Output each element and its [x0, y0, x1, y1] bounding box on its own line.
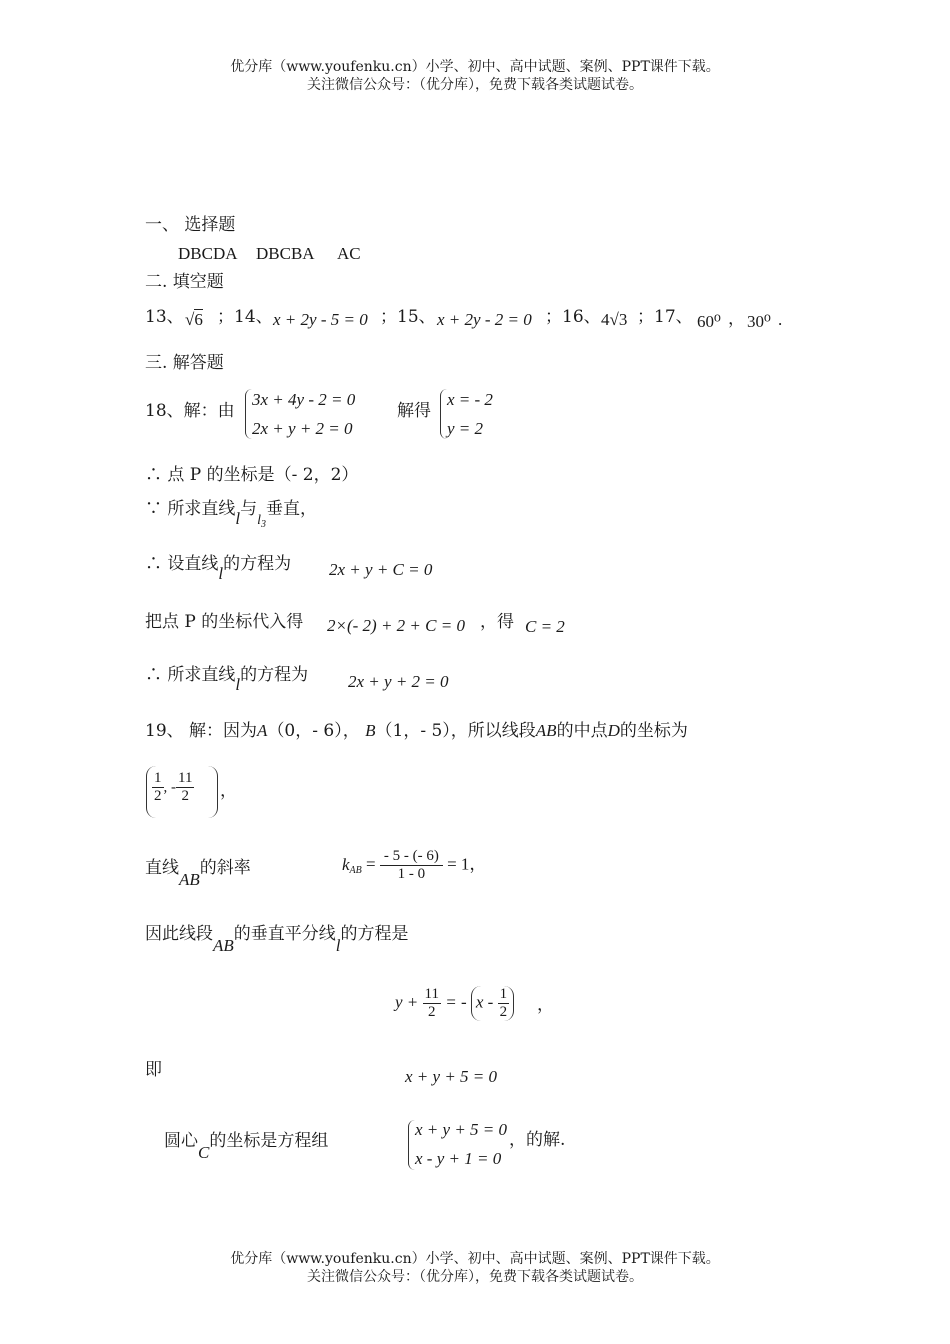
midpoint-end: ， [220, 781, 237, 801]
point-A-coord: （0，- 6）， [267, 721, 360, 741]
frac-eleven-den: 2 [181, 788, 189, 804]
q17-answer-a: 60⁰ [697, 312, 721, 331]
q17-label: ；17、 [637, 307, 693, 327]
system-brace-1 [245, 389, 252, 439]
bisector-equation [395, 986, 514, 1021]
slope-label: 直线 [145, 858, 179, 878]
q18-l3-a: ∴ 设直线 [145, 554, 219, 574]
q18-l3-l: l [218, 564, 224, 583]
eq-frac-1 [423, 986, 441, 1021]
frac-eleven-half [176, 770, 194, 805]
center-a: 圆心 [164, 1131, 198, 1151]
footer-line-2: 关注微信公众号：（优分库），免费下载各类试题试卷。 [307, 1269, 643, 1285]
slope-text: 的斜率 [199, 858, 251, 878]
sqrt6: √6 [185, 310, 203, 329]
perp-AB: AB [213, 936, 234, 955]
q17-answer-b: 30⁰ [747, 312, 771, 331]
choice-answers-2: DBCBA [256, 244, 315, 263]
q18-l4-equation: 2×(- 2) + 2 + C = 0 [327, 616, 465, 635]
q17-dot: . [778, 310, 783, 329]
q18-line-1: ∴ 点 P 的坐标是（- 2，2） [145, 465, 359, 485]
q19-coordtext: 的坐标为 [619, 721, 688, 741]
eq-frac-1-num: 11 [424, 986, 439, 1002]
system-brace-2 [440, 389, 447, 439]
q18-l2-l: l [235, 509, 241, 528]
section-3-title: 三. 解答题 [145, 353, 224, 373]
q18-l5-c: 的方程为 [240, 665, 309, 685]
point-D: D [607, 721, 620, 740]
q18-l4-c: ，得 [480, 612, 514, 632]
center-sys-end: ，的解. [509, 1130, 566, 1150]
q19-lead: 19、 解：因为 [145, 721, 258, 741]
q18-l2-c: 与 [240, 499, 258, 519]
q18-l2-a: ∵ 所求直线 [145, 499, 236, 519]
slope-eq: = [366, 854, 376, 874]
q18-line-5 [145, 660, 309, 694]
q18-l4-result: C = 2 [525, 617, 565, 636]
q15-label: ；15、 [380, 307, 436, 327]
q13-label: 13、 [145, 307, 184, 327]
perp-a: 因此线段 [145, 924, 213, 944]
q18-l5-equation: 2x + y + 2 = 0 [348, 672, 449, 691]
q18-l5-a: ∴ 所求直线 [145, 665, 236, 685]
q18-l5-l: l [235, 675, 241, 694]
header-line-2: 关注微信公众号：（优分库），免费下载各类试题试卷。 [307, 77, 643, 93]
midpoint-sep: , - [163, 779, 176, 796]
point-B: B [365, 721, 376, 740]
q18-line-2 [145, 494, 318, 530]
center-C: C [198, 1143, 210, 1162]
eq-frac-2 [498, 986, 510, 1021]
q18-line-3 [145, 549, 292, 583]
section-2-title: 二. 填空题 [145, 272, 224, 292]
q18-l3-c: 的方程为 [223, 554, 292, 574]
system-brace-3 [408, 1120, 415, 1170]
q17-comma: ， [728, 309, 745, 329]
q14-label: ；14、 [217, 307, 273, 327]
q19-line-1 [145, 716, 688, 741]
slope-line [145, 853, 251, 889]
q18-l3-equation: 2x + y + C = 0 [329, 560, 433, 579]
q18-sys2-row1: x = - 2 [447, 390, 493, 409]
q18-sys1-row2: 2x + y + 2 = 0 [252, 419, 353, 438]
perp-c: 的方程是 [340, 924, 409, 944]
bisector-end: ， [537, 995, 554, 1015]
point-B-coord: （1，- 5），所以线段 [375, 721, 536, 741]
q18-l2-l3-letter: l [257, 513, 262, 528]
line-equation: x + y + 5 = 0 [405, 1067, 498, 1086]
q18-solve: 解得 [397, 401, 431, 421]
choice-answers-1: DBCDA [178, 244, 238, 263]
center-line [164, 1126, 329, 1162]
q18-sys1-row1: 3x + 4y - 2 = 0 [252, 390, 356, 409]
eq-y: y + [395, 992, 419, 1012]
q18-l2-l3-sub: 3 [261, 519, 267, 530]
eq-frac-2-den: 2 [499, 1004, 508, 1020]
midpoint-coords [152, 770, 194, 805]
point-A: A [257, 721, 268, 740]
slope-den: 1 - 0 [397, 866, 426, 882]
eq-mid: = - [445, 992, 467, 1012]
eq-frac-2-num: 1 [499, 986, 508, 1002]
eq-x: x - [475, 992, 494, 1012]
q18-l2-l3 [257, 513, 266, 528]
q13-answer: 6 [194, 310, 203, 329]
slope-num: - 5 - (- 6) [380, 848, 443, 866]
center-sys-row1: x + y + 5 = 0 [415, 1120, 508, 1139]
perp-l: l [335, 936, 341, 955]
q18-l2-f: 垂直， [266, 499, 318, 519]
eq-frac-1-den: 2 [428, 1004, 436, 1020]
q16-label: ；16、 [545, 307, 601, 327]
q16-answer: 4√3 [601, 310, 628, 329]
slope-k-letter: k [342, 855, 350, 875]
q18-line-4: 把点 P 的坐标代入得 [145, 612, 304, 632]
perp-b: 的垂直平分线 [233, 924, 336, 944]
ji-label: 即 [145, 1060, 162, 1080]
slope-frac [380, 848, 443, 883]
q15-answer: x + 2y - 2 = 0 [437, 310, 532, 329]
footer-line-1: 优分库（www.youfenku.cn）小学、初中、高中试题、案例、PPT课件下载。 [230, 1251, 720, 1267]
q18-sys2-row2: y = 2 [447, 419, 484, 438]
segment-AB: AB [535, 721, 557, 740]
center-b: 的坐标是方程组 [209, 1131, 329, 1151]
frac-eleven-num: 11 [178, 770, 193, 786]
section-1-title: 一、 选择题 [145, 215, 236, 235]
q18-lead: 18、解：由 [145, 401, 235, 421]
choice-answers-3: AC [337, 244, 361, 263]
frac-half-den: 2 [154, 788, 162, 804]
slope-k-sub: AB [349, 865, 362, 877]
center-sys-row2: x - y + 1 = 0 [415, 1149, 502, 1168]
q14-answer: x + 2y - 5 = 0 [273, 310, 368, 329]
slope-AB: AB [179, 870, 200, 889]
slope-formula [342, 848, 486, 883]
header-line-1: 优分库（www.youfenku.cn）小学、初中、高中试题、案例、PPT课件下载。 [230, 59, 720, 75]
slope-result: = 1， [447, 854, 487, 874]
frac-half [152, 770, 164, 805]
q19-mid: 的中点 [556, 721, 608, 741]
eq-paren [471, 986, 514, 1021]
perp-line [145, 919, 409, 955]
frac-half-num: 1 [154, 770, 162, 786]
slope-k [342, 855, 362, 877]
